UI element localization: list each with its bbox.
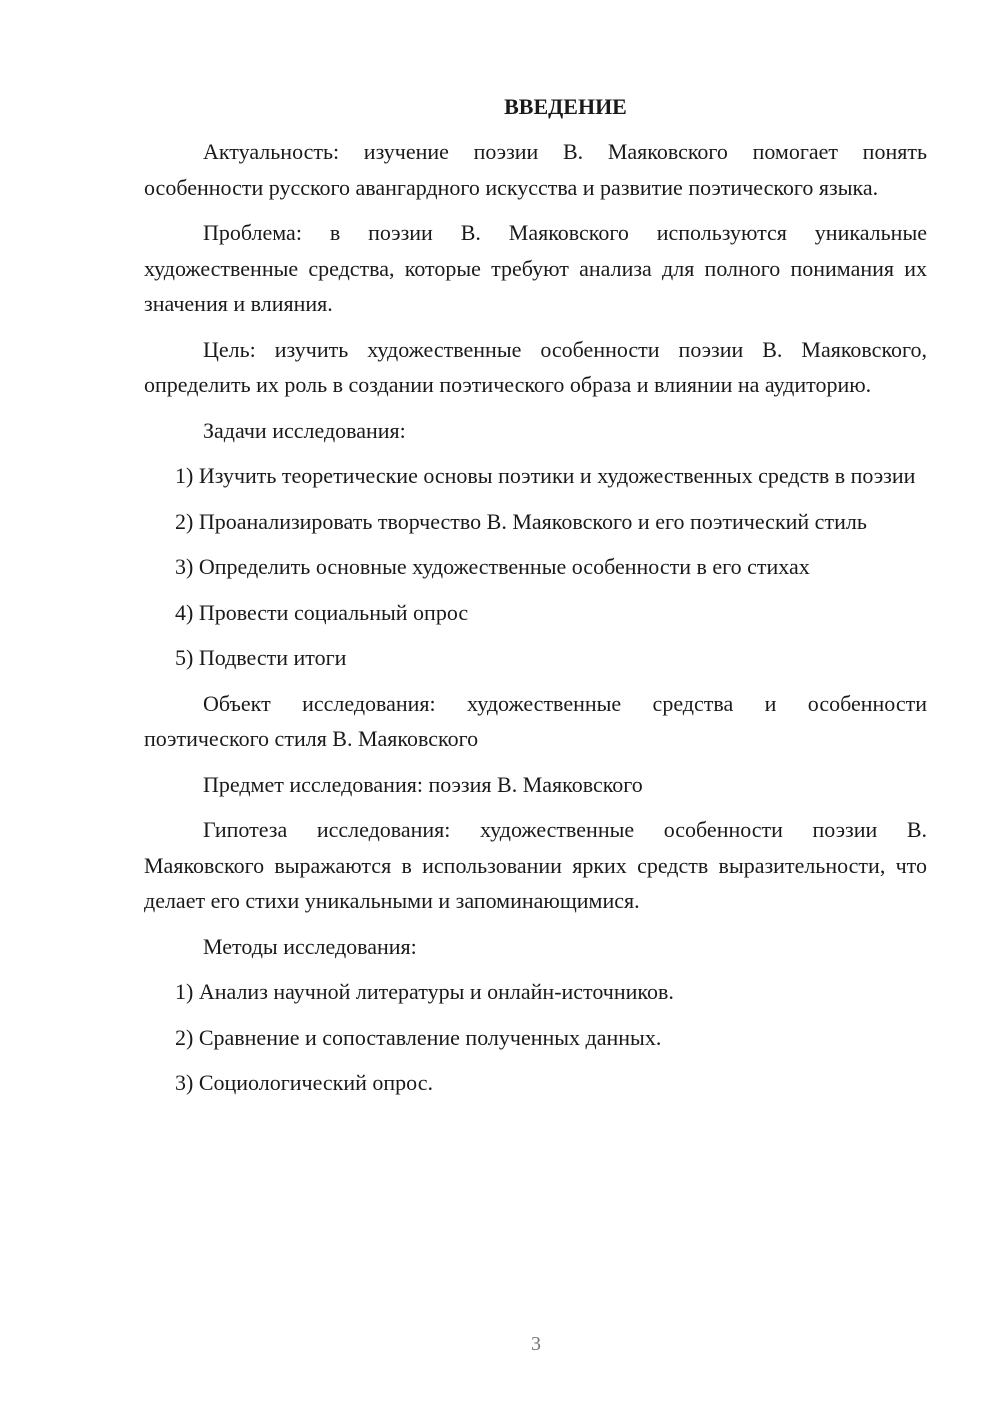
task-item: 2) Проанализировать творчество В. Маяковского и его поэтический стиль [175, 508, 867, 534]
tasks-heading: Задачи исследования: [203, 417, 406, 443]
relevance-paragraph: Актуальность: изучение поэзии В. Маяковского помогает понять особенности русского авангардного искусства и развитие поэтического языка. [144, 139, 927, 200]
task-item: 5) Подвести итоги [175, 645, 347, 670]
subject-paragraph: Предмет исследования: поэзия В. Маяковского [203, 771, 643, 797]
task-item: 4) Провести социальный опрос [175, 599, 469, 625]
object-paragraph: Объект исследования: художественные средства и особенности поэтического стиля В. Маяковского [144, 690, 927, 751]
problem-paragraph: Проблема: в поэзии В. Маяковского используются уникальные художественные средства, которые требуют анализа для полного понимания их значения и влияния. [144, 220, 927, 316]
page-number: 3 [531, 1333, 541, 1355]
methods-heading: Методы исследования: [203, 933, 417, 959]
method-item: 3) Социологический опрос. [175, 1070, 433, 1095]
section-title: ВВЕДЕНИЕ [504, 94, 627, 119]
goal-paragraph: Цель: изучить художественные особенности поэзии В. Маяковского, определить их роль в создании поэтического образа и влиянии на аудиторию. [144, 336, 927, 397]
page-body [144, 90, 927, 1101]
task-item: 1) Изучить теоретические основы поэтики и художественных средств в поэзии [175, 463, 916, 488]
hypothesis-paragraph: Гипотеза исследования: художественные особенности поэзии В. Маяковского выражаются в использовании ярких средств выразительности, что делает его стихи уникальными и запоминающимися. [144, 817, 927, 913]
method-item: 1) Анализ научной литературы и онлайн-источников. [175, 979, 674, 1004]
method-item: 2) Сравнение и сопоставление полученных данных. [175, 1024, 662, 1050]
task-item: 3) Определить основные художественные особенности в его стихах [175, 554, 810, 579]
